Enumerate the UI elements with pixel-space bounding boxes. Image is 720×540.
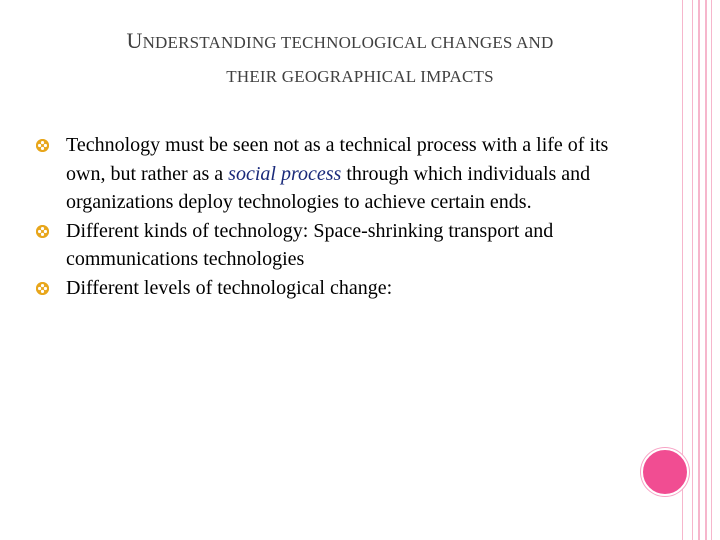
- title-line-1: NDERSTANDING TECHNOLOGICAL CHANGES AND: [142, 33, 554, 52]
- bullet-text-part: through which individuals and organizations deploy technologies to achieve certain ends.: [66, 162, 591, 213]
- bullet-text: Different levels of technological change:: [66, 276, 393, 299]
- flower-bullet-icon: [36, 225, 49, 238]
- bullet-list: [36, 131, 616, 302]
- decorative-rail: [705, 0, 707, 540]
- flower-bullet-icon: [36, 282, 49, 295]
- bullet-text: Different kinds of technology: Space-shrinking transport and communications technologies: [66, 219, 554, 270]
- decorative-rail: [692, 0, 693, 540]
- bullet-item: [36, 131, 616, 217]
- social-process-term: social process: [228, 162, 342, 185]
- bullet-item: [36, 217, 616, 274]
- slide-title: [40, 24, 640, 94]
- pink-circle-decoration: [641, 448, 689, 496]
- title-line-2: THEIR GEOGRAPHICAL IMPACTS: [226, 67, 494, 86]
- bullet-item: [36, 274, 616, 303]
- flower-bullet-icon: [36, 139, 49, 152]
- decorative-rail: [698, 0, 700, 540]
- decorative-rail: [711, 0, 712, 540]
- bullet-text-part: must be seen not as a technical process with a life of its own, but rather as a: [66, 134, 609, 185]
- bullet-text: [66, 134, 608, 213]
- term-technology: Technology: [66, 134, 161, 156]
- title-initial: U: [126, 28, 143, 53]
